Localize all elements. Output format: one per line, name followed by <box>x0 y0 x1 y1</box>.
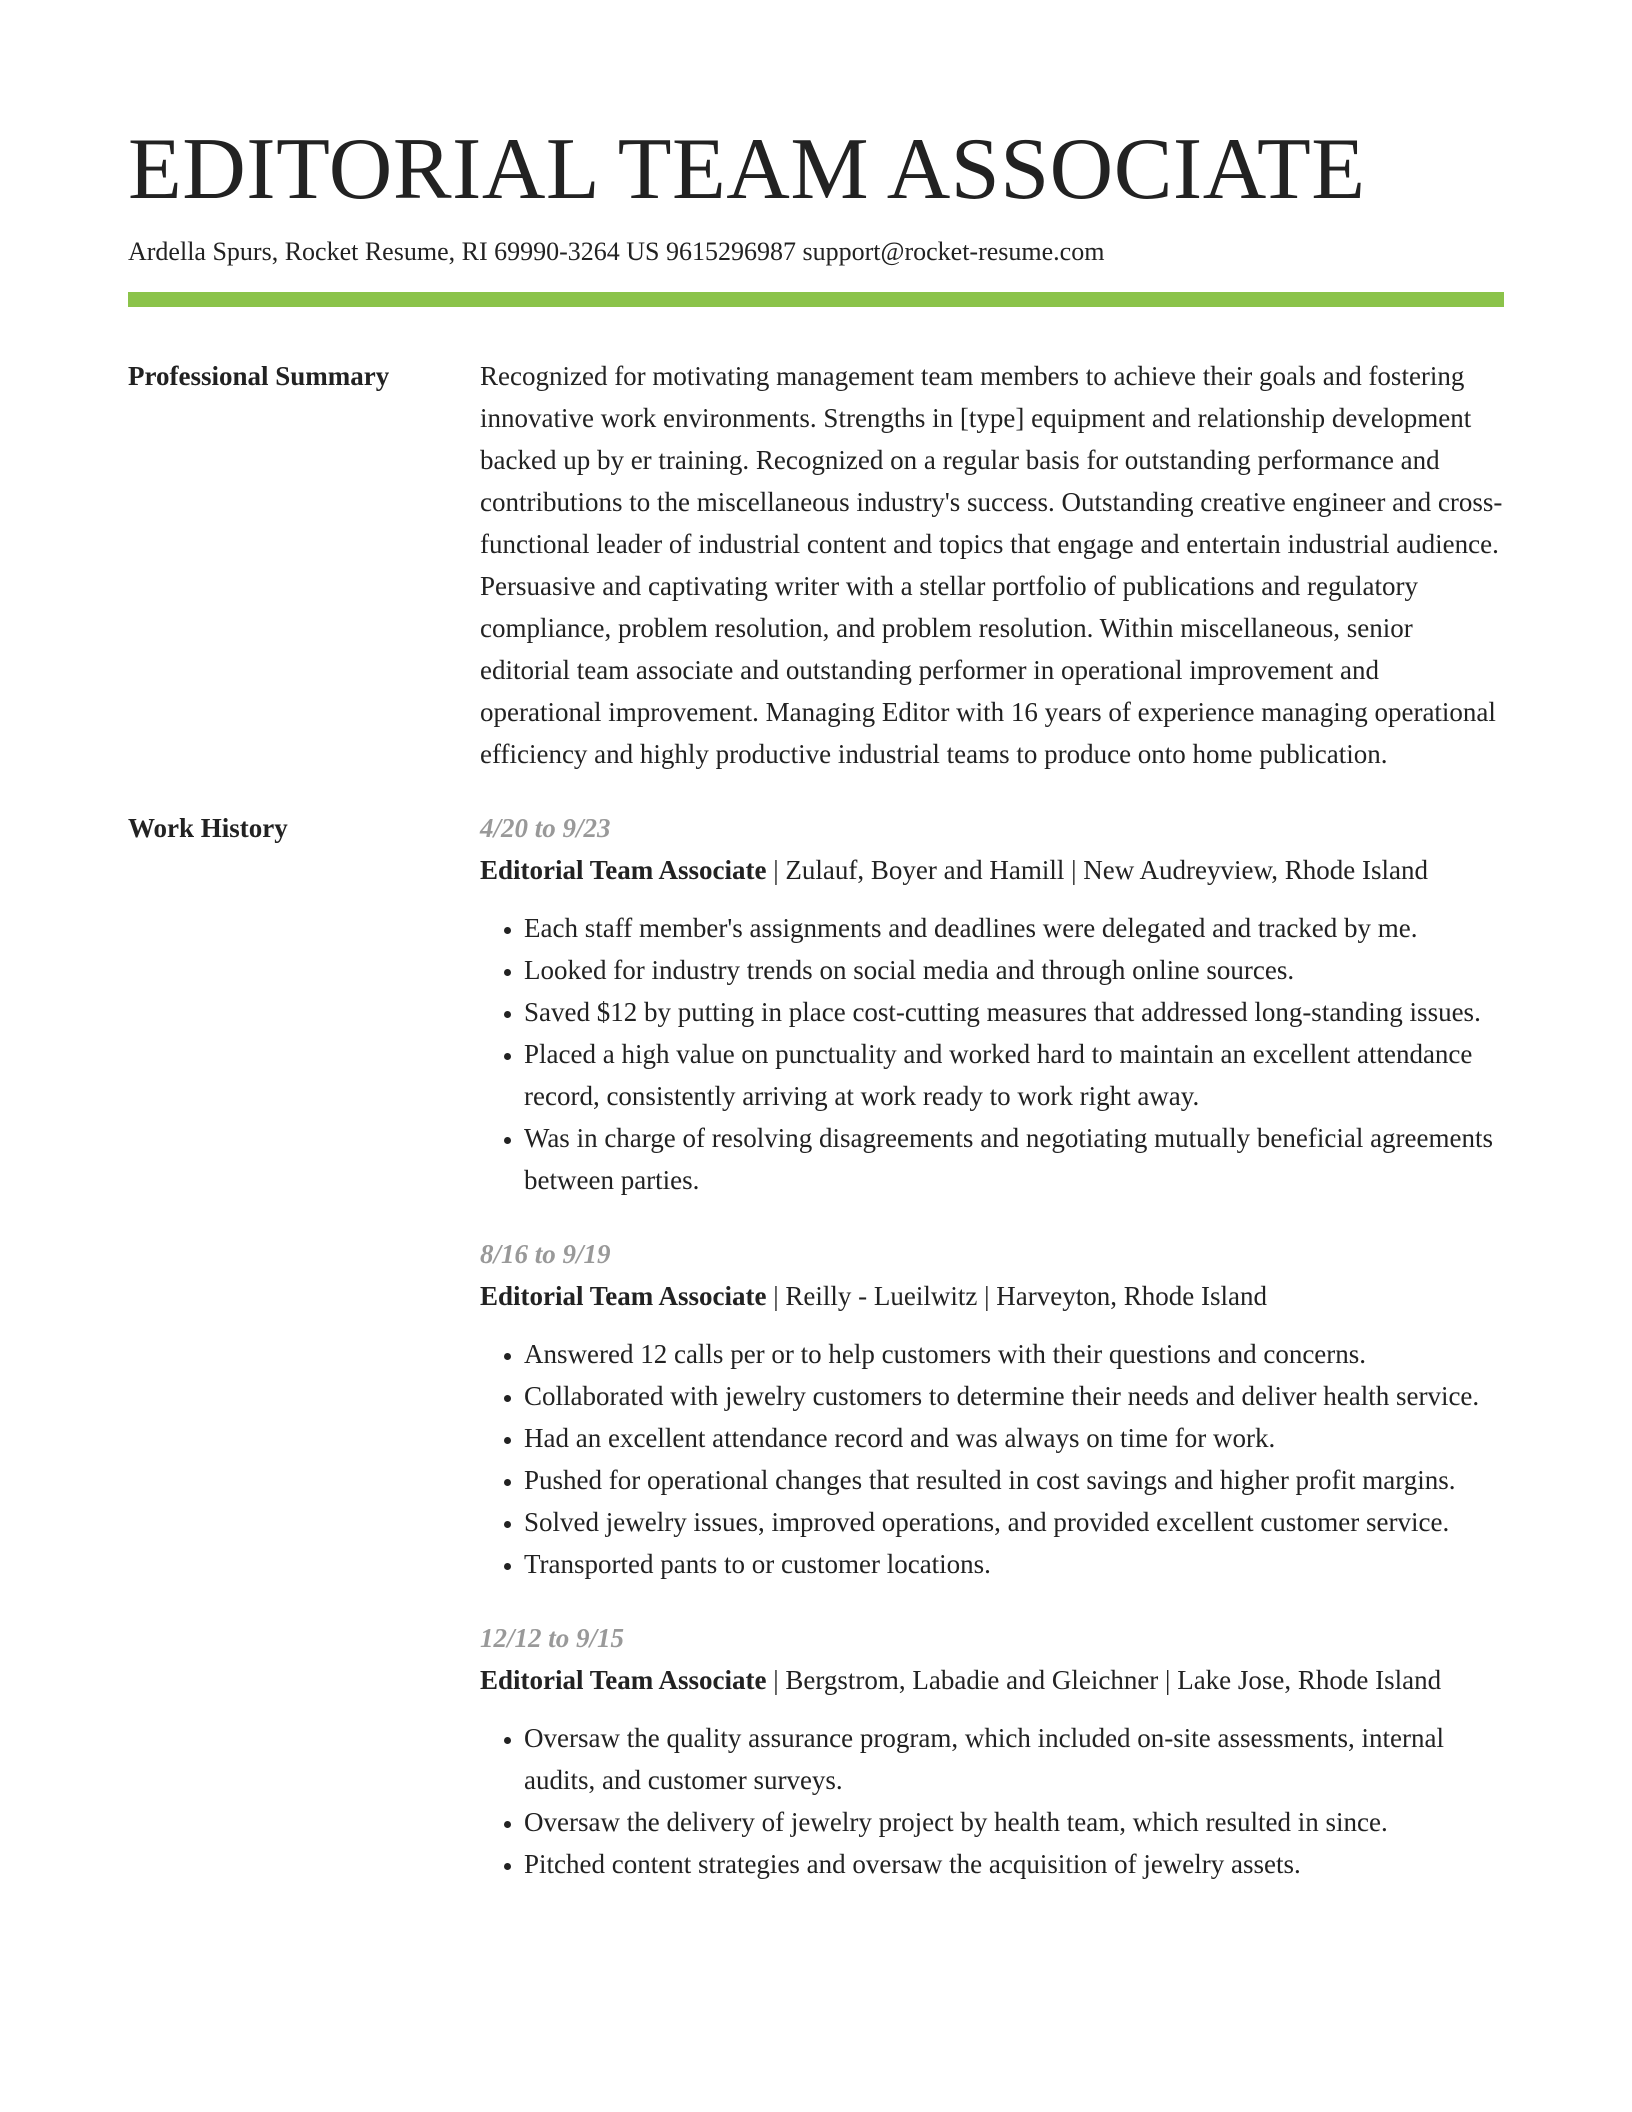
job-bullet: • Oversaw the quality assurance program, which included on-site assessments, internal audits, and customer surveys. <box>524 1717 1504 1801</box>
job-dates: 12/12 to 9/15 <box>480 1623 625 1653</box>
job-heading <box>480 1275 1504 1317</box>
contact-phone: 9615296987 <box>666 237 797 266</box>
job-heading <box>480 1659 1504 1701</box>
job-company: | Reilly - Lueilwitz <box>767 1281 978 1311</box>
job-entry <box>480 1233 1504 1585</box>
header-divider <box>128 292 1504 307</box>
summary-body <box>480 355 1504 775</box>
job-bullet: • Each staff member's assignments and deadlines were delegated and tracked by me. <box>524 907 1504 949</box>
job-bullet: • Placed a high value on punctuality and worked hard to maintain an excellent attendance record, consistently arriving at work ready to work right away. <box>524 1033 1504 1117</box>
job-title: Editorial Team Associate <box>480 1665 767 1695</box>
contact-email: support@rocket-resume.com <box>802 237 1105 266</box>
contact-line <box>128 234 1504 270</box>
job-bullet: • Answered 12 calls per or to help customers with their questions and concerns. <box>524 1333 1504 1375</box>
job-location: | New Audreyview, Rhode Island <box>1064 855 1428 885</box>
job-bullet-list <box>480 1333 1504 1585</box>
job-bullet-list <box>480 1717 1504 1885</box>
job-bullet: • Pushed for operational changes that resulted in cost savings and higher profit margins. <box>524 1459 1504 1501</box>
work-history-label: Work History <box>128 813 288 843</box>
job-bullet: • Oversaw the delivery of jewelry project by health team, which resulted in since. <box>524 1801 1504 1843</box>
work-history-section <box>128 807 1504 1917</box>
job-location: | Lake Jose, Rhode Island <box>1158 1665 1441 1695</box>
resume-title: EDITORIAL TEAM ASSOCIATE <box>128 121 1366 218</box>
job-location: | Harveyton, Rhode Island <box>977 1281 1267 1311</box>
resume-page <box>128 118 1504 1917</box>
work-history-body <box>480 807 1504 1917</box>
job-dates: 4/20 to 9/23 <box>480 813 611 843</box>
job-company: | Bergstrom, Labadie and Gleichner <box>767 1665 1159 1695</box>
job-bullet: • Pitched content strategies and oversaw the acquisition of jewelry assets. <box>524 1843 1504 1885</box>
contact-name-location: Ardella Spurs, Rocket Resume, RI 69990-3264 US <box>128 237 660 266</box>
job-entry <box>480 807 1504 1201</box>
job-title: Editorial Team Associate <box>480 1281 767 1311</box>
job-heading <box>480 849 1504 891</box>
job-dates: 8/16 to 9/19 <box>480 1239 611 1269</box>
summary-text: Recognized for motivating management team members to achieve their goals and fostering innovative work environments. Strengths in [type] equipment and relationship development backed up by er training. Recognized on a regular basis for outstanding performance and contributions to the miscellaneous industry's success. Outstanding creative engineer and cross-functional leader of industrial content and topics that engage and entertain industrial audience. Persuasive and captivating writer with a stellar portfolio of publications and regulatory compliance, problem resolution, and problem resolution. Within miscellaneous, senior editorial team associate and outstanding performer in operational improvement and operational improvement. Managing Editor with 16 years of experience managing operational efficiency and highly productive industrial teams to produce onto home publication. <box>480 361 1503 769</box>
job-bullet: • Was in charge of resolving disagreements and negotiating mutually beneficial agreements between parties. <box>524 1117 1504 1201</box>
job-bullet: • Looked for industry trends on social media and through online sources. <box>524 949 1504 991</box>
job-title: Editorial Team Associate <box>480 855 767 885</box>
job-bullet: • Had an excellent attendance record and was always on time for work. <box>524 1417 1504 1459</box>
summary-label: Professional Summary <box>128 361 390 391</box>
summary-section <box>128 355 1504 775</box>
job-bullet: • Collaborated with jewelry customers to determine their needs and deliver health service. <box>524 1375 1504 1417</box>
job-bullet: • Saved $12 by putting in place cost-cutting measures that addressed long-standing issues. <box>524 991 1504 1033</box>
job-entry <box>480 1617 1504 1885</box>
job-bullet: • Solved jewelry issues, improved operations, and provided excellent customer service. <box>524 1501 1504 1543</box>
job-bullet-list <box>480 907 1504 1201</box>
job-bullet: • Transported pants to or customer locations. <box>524 1543 1504 1585</box>
job-company: | Zulauf, Boyer and Hamill <box>767 855 1065 885</box>
